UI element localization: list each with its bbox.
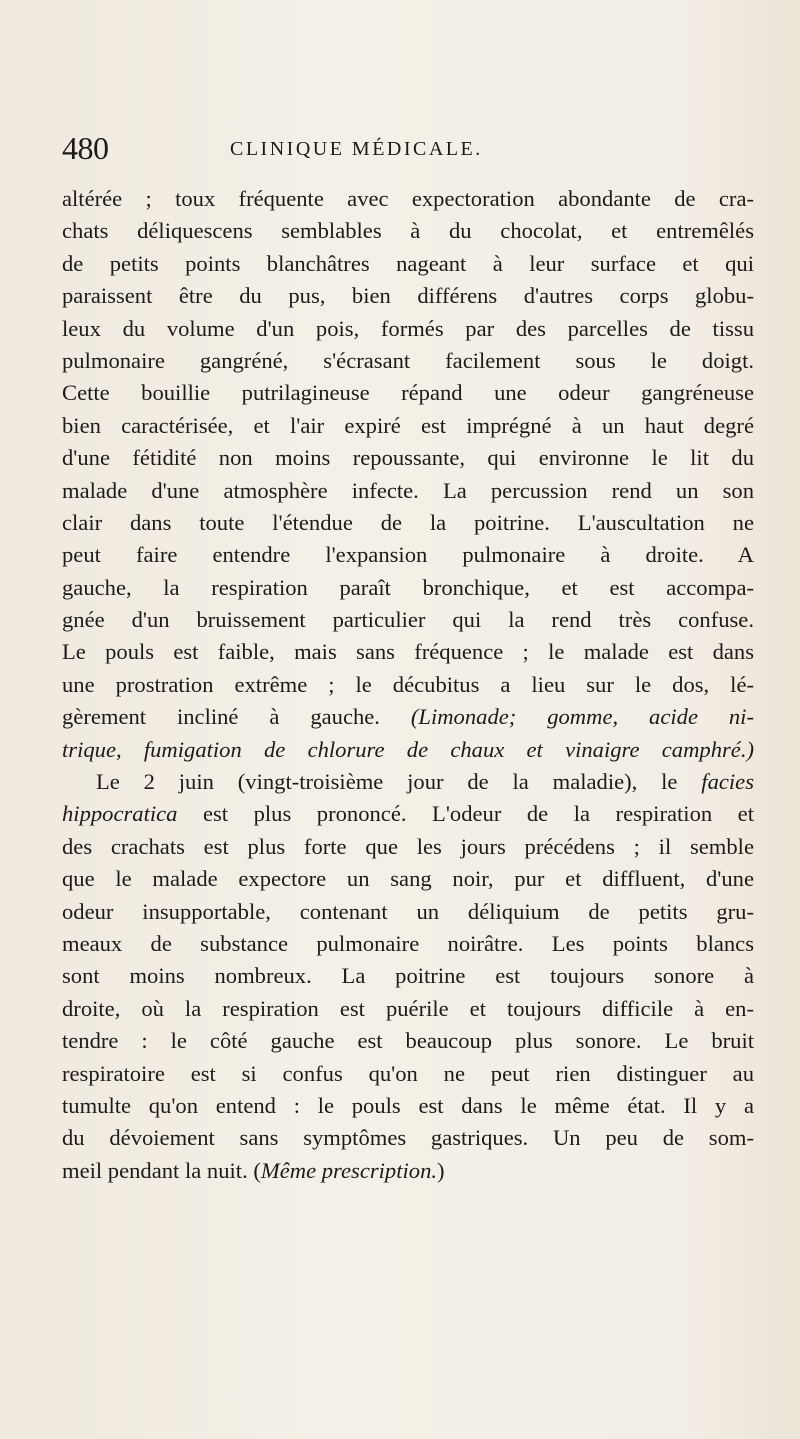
latin-term: hippocratica [62,801,178,827]
text-line: gauche, la respiration paraît bronchique, et est accompa- [62,574,754,600]
page-number: 480 [62,130,109,166]
text-fragment: gèrement incliné à gauche. [62,704,380,730]
text-line: paraissent être du pus, bien différens d'autres corps globu- [62,283,754,309]
text-line: altérée ; toux fréquente avec expectoration abondante de cra- [62,186,754,211]
text-line: tumulte qu'on entend : le pouls est dans le même état. Il y a [62,1092,754,1118]
text-line: du dévoiement sans symptômes gastriques. Un peu de som- [62,1125,754,1151]
text-line: leux du volume d'un pois, formés par des parcelles de tissu [62,315,754,341]
text-line: des crachats est plus forte que les jours précédens ; il semble [62,833,754,859]
text-line: que le malade expectore un sang noir, pur et diffluent, d'une [62,866,754,892]
text-line: pulmonaire gangréné, s'écrasant facilement sous le doigt. [62,347,754,373]
prescription-italic: Même prescription. [260,1157,438,1183]
text-line: sont moins nombreux. La poitrine est toujours sonore à [62,963,754,989]
text-line: une prostration extrême ; le décubitus a lieu sur le dos, lé- [62,671,754,697]
text-line: de petits points blanchâtres nageant à leur surface et qui [62,250,754,276]
latin-term: facies [701,769,754,795]
text-line: Le pouls est faible, mais sans fréquence ; le malade est dans [62,639,754,665]
text-line: peut faire entendre l'expansion pulmonaire à droite. A [62,542,754,568]
text-line [62,701,754,733]
text-line: tendre : le côté gauche est beaucoup plus sonore. Le bruit [62,1028,754,1054]
text-line [62,798,754,830]
prescription-italic: trique, fumigation de chlorure de chaux et vinaigre camphré.) [62,736,754,762]
text-line [62,734,754,766]
text-line: respiratoire est si confus qu'on ne peut rien distinguer au [62,1060,754,1086]
running-head: CLINIQUE MÉDICALE. [230,138,483,160]
text-line: malade d'une atmosphère infecte. La percussion rend un son [62,477,754,503]
body-text [62,183,754,1187]
text-fragment: Le 2 juin (vingt-troisième jour de la maladie), le [96,769,702,795]
text-line: chats déliquescens semblables à du chocolat, et entremêlés [62,218,754,244]
prescription-italic: (Limonade; gomme, acide ni- [379,704,754,730]
text-fragment: meil pendant la nuit. ( [62,1157,261,1183]
text-line: meaux de substance pulmonaire noirâtre. Les points blancs [62,930,754,956]
text-line: droite, où la respiration est puérile et toujours difficile à en- [62,995,754,1021]
text-line [62,766,754,798]
text-line: clair dans toute l'étendue de la poitrine. L'auscultation ne [62,509,754,535]
text-line: odeur insupportable, contenant un déliquium de petits gru- [62,898,754,924]
text-line: bien caractérisée, et l'air expiré est imprégné à un haut degré [62,412,754,438]
text-line: Cette bouillie putrilagineuse répand une odeur gangréneuse [62,380,754,406]
text-fragment: est plus prononcé. L'odeur de la respiration et [177,801,754,827]
text-fragment: ) [437,1157,445,1183]
text-line: gnée d'un bruissement particulier qui la rend très confuse. [62,607,754,633]
text-line [62,1155,754,1187]
page-header [62,128,752,168]
text-line: d'une fétidité non moins repoussante, qui environne le lit du [62,445,754,471]
